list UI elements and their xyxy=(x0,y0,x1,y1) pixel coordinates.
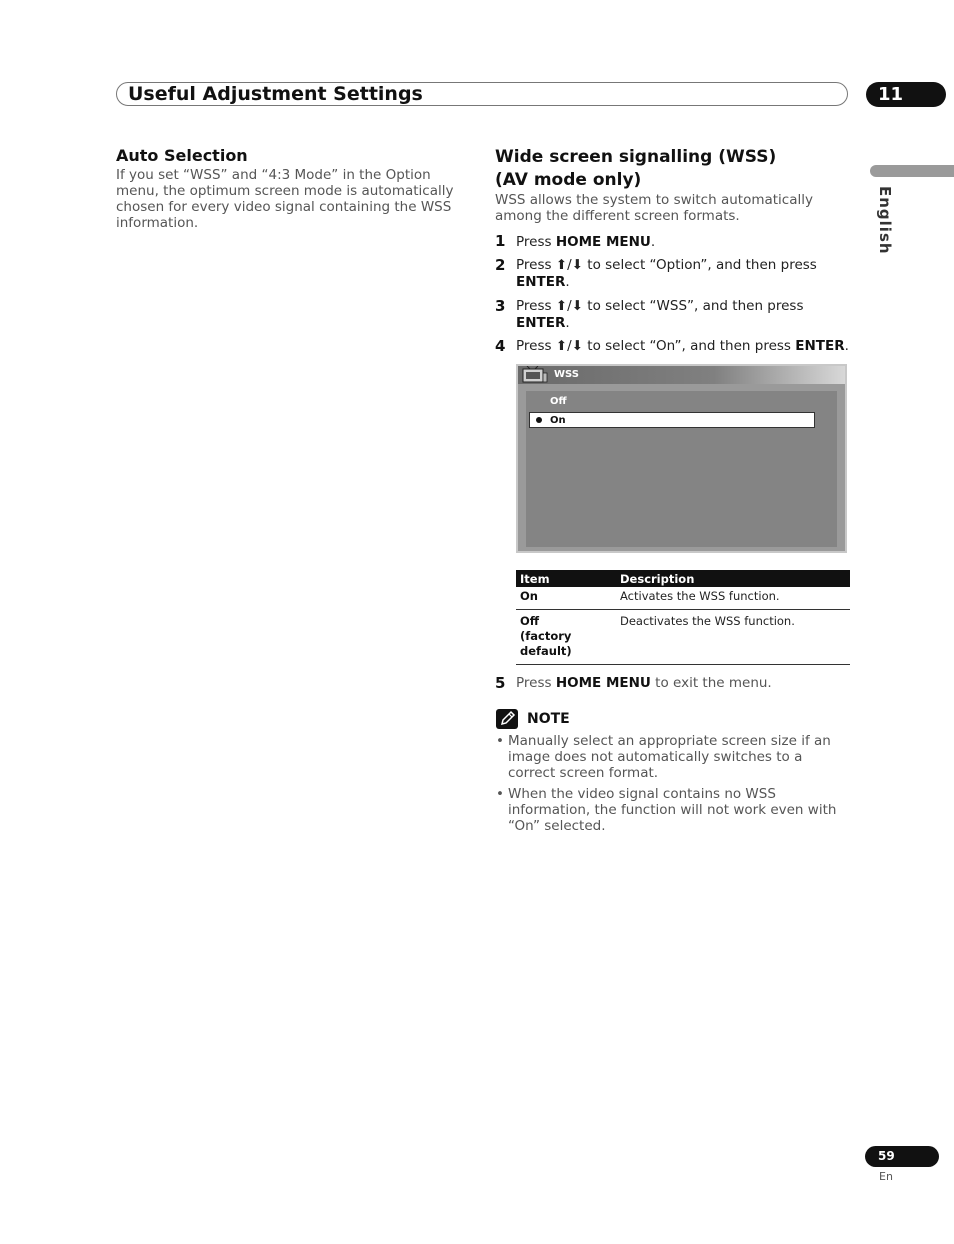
step-4-bold: ENTER xyxy=(795,338,845,354)
wss-heading-line1: Wide screen signalling (WSS) xyxy=(495,147,777,167)
tv-menu-icon xyxy=(521,366,549,384)
step-3-pre: Press xyxy=(516,298,556,314)
step-5-post: to exit the menu. xyxy=(650,675,772,691)
up-down-arrow-icon: ⬆/⬇ xyxy=(555,298,583,314)
step-3-mid: to select “WSS”, and then press xyxy=(583,298,804,314)
language-label: English xyxy=(876,186,894,255)
step-1-bold: HOME MENU xyxy=(555,234,651,250)
step-2-bold: ENTER xyxy=(516,274,566,290)
step-4-post: . xyxy=(844,338,849,354)
wss-intro: WSS allows the system to switch automatically among the different screen formats. xyxy=(495,192,813,224)
table-cell-description: Deactivates the WSS function. xyxy=(616,610,850,665)
menu-option-on[interactable]: On xyxy=(550,415,566,426)
up-down-arrow-icon: ⬆/⬇ xyxy=(555,257,583,273)
table-cell-item xyxy=(516,610,616,665)
table-header-row xyxy=(516,570,850,587)
up-down-arrow-icon: ⬆/⬇ xyxy=(555,338,583,354)
table-cell-description: Activates the WSS function. xyxy=(616,587,850,610)
auto-selection-body: If you set “WSS” and “4:3 Mode” in the Option menu, the optimum screen mode is automatically chosen for every video signal containing the WSS information. xyxy=(116,167,454,231)
selected-bullet-icon xyxy=(536,417,542,423)
note-list xyxy=(496,733,848,839)
table-cell-item-line2: (factory default) xyxy=(520,629,572,658)
step-5-pre: Press xyxy=(516,675,556,691)
table-cell-item: On xyxy=(516,587,616,610)
table-cell-item-line1: Off xyxy=(520,614,540,628)
step-1-pre: Press xyxy=(516,234,556,250)
step-5-bold: HOME MENU xyxy=(555,675,651,691)
step-1-text xyxy=(516,234,846,251)
note-item: • Manually select an appropriate screen size if an image does not automatically switches to a correct screen format. xyxy=(496,733,848,781)
step-4-pre: Press xyxy=(516,338,556,354)
chapter-number: 11 xyxy=(878,84,904,105)
auto-selection-heading: Auto Selection xyxy=(116,146,248,165)
menu-option-off[interactable]: Off xyxy=(550,396,567,407)
page-number-badge xyxy=(865,1146,939,1167)
step-5-text xyxy=(516,675,846,692)
wss-menu-title: WSS xyxy=(554,369,579,380)
step-3-text xyxy=(516,298,846,332)
step-2-text xyxy=(516,257,846,291)
step-1-number: 1 xyxy=(495,232,506,250)
step-4-number: 4 xyxy=(495,337,506,355)
note-title: NOTE xyxy=(527,711,570,727)
step-4-text xyxy=(516,338,856,355)
step-1-post: . xyxy=(650,234,656,250)
section-title: Useful Adjustment Settings xyxy=(128,83,423,105)
note-item: • When the video signal contains no WSS information, the function will not work even with “On” selected. xyxy=(496,786,848,834)
table-row xyxy=(516,587,850,610)
step-3-post: . xyxy=(565,315,570,331)
wss-heading-line2: (AV mode only) xyxy=(495,170,642,190)
menu-option-on-highlight[interactable] xyxy=(529,412,815,428)
step-3-number: 3 xyxy=(495,297,506,315)
page-language: En xyxy=(879,1170,893,1183)
table-row xyxy=(516,610,850,665)
language-tab xyxy=(870,165,954,177)
wss-heading xyxy=(495,146,835,192)
page-number: 59 xyxy=(878,1149,895,1163)
note-pencil-icon xyxy=(496,709,518,729)
table-header-description: Description xyxy=(616,570,850,587)
step-3-bold: ENTER xyxy=(516,315,566,331)
wss-options-table xyxy=(516,570,850,665)
step-4-mid: to select “On”, and then press xyxy=(583,338,796,354)
table-header-item: Item xyxy=(516,570,616,587)
step-2-mid: to select “Option”, and then press xyxy=(583,257,817,273)
step-2-post: . xyxy=(565,274,570,290)
step-5-number: 5 xyxy=(495,674,506,692)
step-2-number: 2 xyxy=(495,256,506,274)
step-2-pre: Press xyxy=(516,257,556,273)
